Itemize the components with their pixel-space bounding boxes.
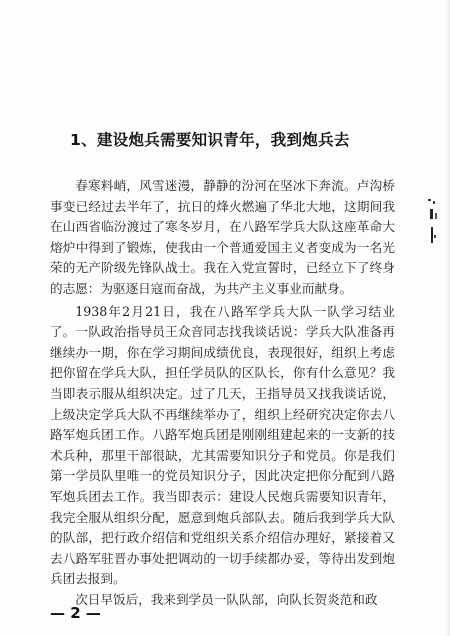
page-number: — 2 —: [50, 604, 101, 622]
chapter-title: 1、建设炮兵需要知识青年，我到炮兵去: [70, 131, 350, 149]
margin-mark-icon: [426, 195, 440, 255]
page-edge-shadow: [446, 0, 450, 636]
paragraph-2: 1938年2月21日，我在八路军学兵大队一队学习结业了。一队政治指导员王众音同志找我谈话说：学兵大队准备再继续办一期，你在学习期间成绩优良，表现很好，组织上考虑把你留在学兵大队，担任学员队的区队长，你有什么意见？我当即表示服从组织决定。过了几天，王指导员又找我谈话说，上级决定学兵大队不再继续举办了，组织上经研究决定你去八路军炮兵团工作。八路军炮兵团是刚刚组建起来的一支新的技术兵种，那里干部很缺，尤其需要知识分子和党员。你是我们第一学员队里唯一的党员知识分子，因此决定把你分配到八路军炮兵团去工作。我当即表示：建设人民炮兵需要知识青年，我完全服从组织分配，愿意到炮兵部队去。随后我到学兵大队的队部，把行政介绍信和党组织关系介绍信办理好，紧接着又去八路军驻晋办事处把调动的一切手续都办妥，等待出发到炮兵团去报到。: [50, 303, 395, 587]
paragraph-1: 春寒料峭，风雪迷漫，静静的汾河在坚冰下奔流。卢沟桥事变已经过去半年了，抗日的烽火燃遍了华北大地，这期间我在山西省临汾渡过了寒冬岁月，在八路军学兵大队这座革命大熔炉中得到了锻炼，使我由一个普通爱国主义者变成为一名光荣的无产阶级先锋队战士。我在入党宣誓时，已经立下了终身的志愿：为驱逐日寇而奋战，为共产主义事业而献身。: [50, 178, 395, 296]
paragraph-3: 次日早饭后，我来到学员一队队部，向队长贺炎范和政: [75, 591, 378, 607]
body-text: [50, 176, 395, 610]
